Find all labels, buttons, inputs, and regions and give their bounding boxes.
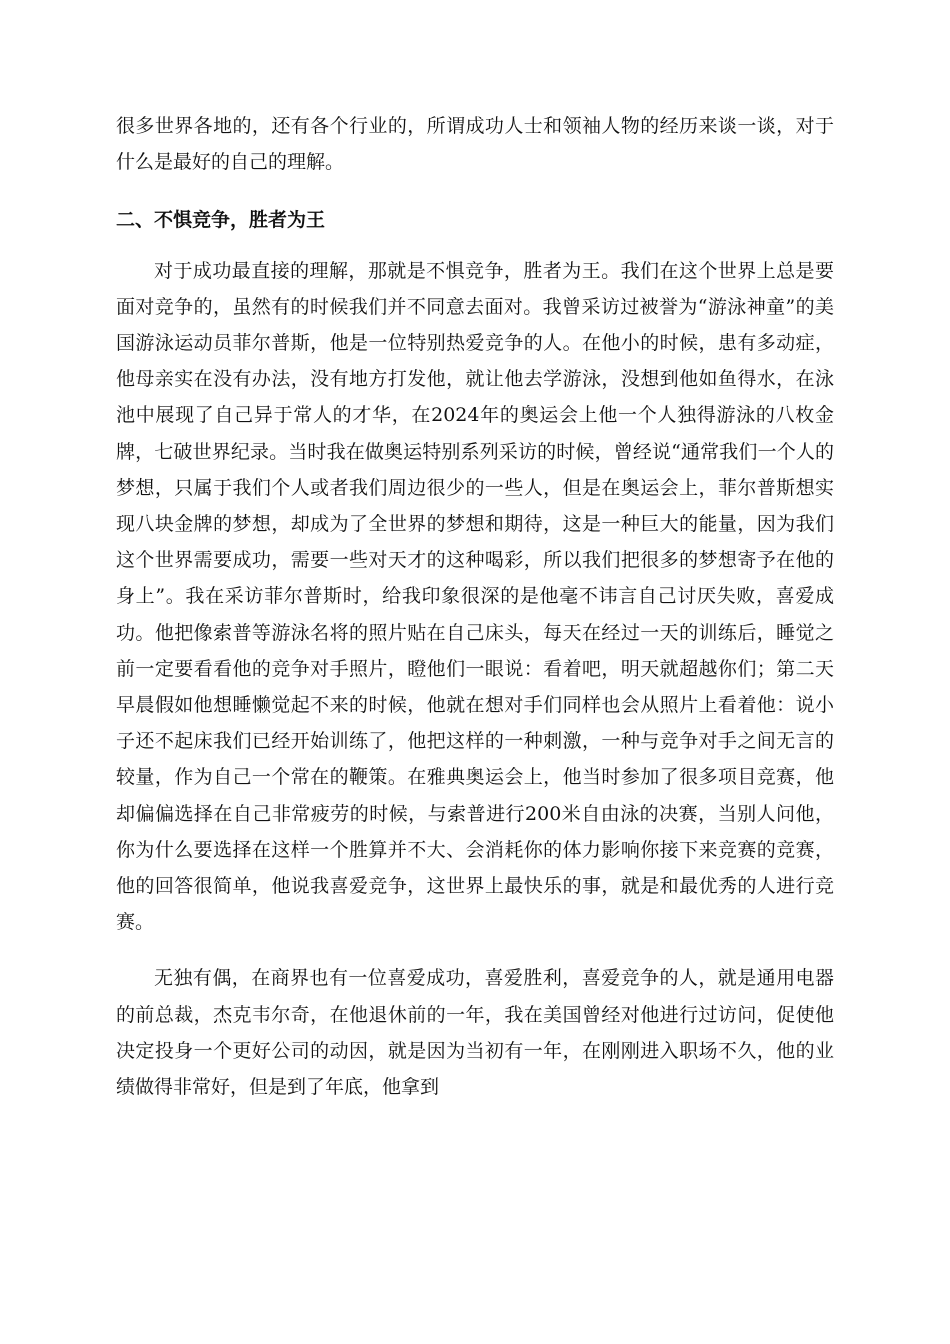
section-heading: 二、不惧竞争，胜者为王	[116, 209, 326, 232]
body-paragraph-2: 无独有偶，在商界也有一位喜爱成功，喜爱胜利，喜爱竞争的人，就是通用电器的前总裁，杰克韦尔奇，在他退休前的一年，我在美国曾经对他进行过访问，促使他决定投身一个更好公司的动因，就是因为当初有一年，在刚刚进入职场不久，他的业绩做得非常好，但是到了年底，他拿到	[116, 967, 834, 1099]
body-paragraph-1: 对于成功最直接的理解，那就是不惧竞争，胜者为王。我们在这个世界上总是要面对竞争的，虽然有的时候我们并不同意去面对。我曾采访过被誉为“游泳神童”的美国游泳运动员菲尔普斯，他是一位特别热爱竞争的人。在他小的时候，患有多动症，他母亲实在没有办法，没有地方打发他，就让他去学游泳，没想到他如鱼得水，在泳池中展现了自己异于常人的才华，在2024年的奥运会上他一个人独得游泳的八枚金牌，七破世界纪录。当时我在做奥运特别系列采访的时候，曾经说“通常我们一个人的梦想，只属于我们个人或者我们周边很少的一些人，但是在奥运会上，菲尔普斯想实现八块金牌的梦想，却成为了全世界的梦想和期待，这是一种巨大的能量，因为我们这个世界需要成功，需要一些对天才的这种喝彩，所以我们把很多的梦想寄予在他的身上”。我在采访菲尔普斯时，给我印象很深的是他毫不讳言自己讨厌失败，喜爱成功。他把像索普等游泳名将的照片贴在自己床头，每天在经过一天的训练后，睡觉之前一定要看看他的竞争对手照片，瞪他们一眼说：看着吧，明天就超越你们；第二天早晨假如他想睡懒觉起不来的时候，他就在想对手们同样也会从照片上看着他：说小子还不起床我们已经开始训练了，他把这样的一种刺激，一种与竞争对手之间无言的较量，作为自己一个常在的鞭策。在雅典奥运会上，他当时参加了很多项目竞赛，他却偏偏选择在自己非常疲劳的时候，与索普进行200米自由泳的决赛，当别人问他，你为什么要选择在这样一个胜算并不大、会消耗你的体力影响你接下来竞赛的竞赛，他的回答很简单，他说我喜爱竞争，这世界上最快乐的事，就是和最优秀的人进行竞赛。	[116, 259, 834, 934]
intro-paragraph: 很多世界各地的，还有各个行业的，所谓成功人士和领袖人物的经历来谈一谈，对于什么是最好的自己的理解。	[116, 115, 834, 174]
document-body	[116, 108, 834, 1105]
